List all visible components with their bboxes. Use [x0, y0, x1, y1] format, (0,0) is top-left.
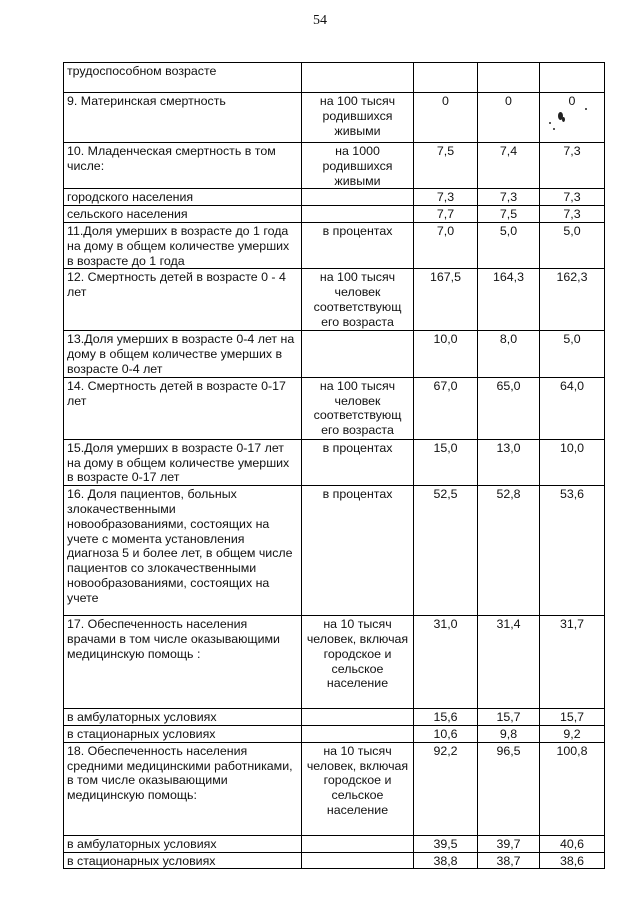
indicator-cell: в стационарных условиях — [64, 852, 302, 869]
value-cell-1: 67,0 — [414, 377, 478, 439]
indicator-cell: 17. Обеспеченность населения врачами в том числе оказывающими медицинскую помощь : — [64, 616, 302, 709]
value-cell-3: 9,2 — [540, 725, 605, 742]
indicator-cell: в амбулаторных условиях — [64, 709, 302, 726]
value-cell-3: 5,0 — [540, 222, 605, 268]
value-cell-2: 5,0 — [478, 222, 540, 268]
value-cell-1: 7,0 — [414, 222, 478, 268]
value-cell-2: 15,7 — [478, 709, 540, 726]
value-cell-1: 52,5 — [414, 486, 478, 616]
indicator-cell: 16. Доля пациентов, больных злокачественными новообразованиями, состоящих на учете с момента установления диагноза 5 и более лет, в общем числе пациентов со злокачественными новообразованиями, состоящих на учете — [64, 486, 302, 616]
unit-cell — [302, 331, 414, 377]
page-number: 54 — [313, 13, 327, 28]
unit-cell: на 100 тысяч человек соответствующ его возраста — [302, 269, 414, 331]
value-cell-1: 7,3 — [414, 189, 478, 206]
table-row — [64, 377, 605, 439]
table-row — [64, 143, 605, 189]
value-cell-3: 7,3 — [540, 143, 605, 189]
value-cell-2: 31,4 — [478, 616, 540, 709]
table-row — [64, 439, 605, 485]
indicator-cell: 9. Материнская смертность — [64, 93, 302, 143]
unit-cell — [302, 189, 414, 206]
unit-cell — [302, 206, 414, 223]
indicators-table — [63, 62, 605, 869]
value-cell-1 — [414, 63, 478, 93]
value-cell-2: 39,7 — [478, 835, 540, 852]
value-cell-3: 64,0 — [540, 377, 605, 439]
indicator-cell: в стационарных условиях — [64, 725, 302, 742]
value-cell-1: 0 — [414, 93, 478, 143]
value-cell-3: 7,3 — [540, 206, 605, 223]
value-cell-1: 7,5 — [414, 143, 478, 189]
unit-cell — [302, 835, 414, 852]
unit-cell: на 10 тысяч человек, включая городское и сельское население — [302, 616, 414, 709]
value-cell-2: 52,8 — [478, 486, 540, 616]
value-cell-3: 10,0 — [540, 439, 605, 485]
value-cell-2: 65,0 — [478, 377, 540, 439]
value-cell-1: 15,0 — [414, 439, 478, 485]
value-cell-3: 53,6 — [540, 486, 605, 616]
table-row — [64, 835, 605, 852]
table-row — [64, 269, 605, 331]
unit-cell — [302, 852, 414, 869]
value-cell-1: 10,6 — [414, 725, 478, 742]
value-cell-1: 15,6 — [414, 709, 478, 726]
indicator-cell: 14. Смертность детей в возрасте 0-17 лет — [64, 377, 302, 439]
value-cell-3: 0 — [540, 93, 605, 143]
value-cell-1: 7,7 — [414, 206, 478, 223]
value-cell-3: 100,8 — [540, 742, 605, 835]
indicator-cell: 15.Доля умерших в возрасте 0-17 лет на дому в общем количестве умерших в возрасте 0-17 лет — [64, 439, 302, 485]
indicator-cell: 11.Доля умерших в возрасте до 1 года на дому в общем количестве умерших в возрасте до 1 года — [64, 222, 302, 268]
value-cell-2: 7,5 — [478, 206, 540, 223]
value-cell-3: 15,7 — [540, 709, 605, 726]
unit-cell — [302, 725, 414, 742]
indicators-table-body — [64, 63, 605, 869]
value-cell-1: 38,8 — [414, 852, 478, 869]
indicator-cell: 13.Доля умерших в возрасте 0-4 лет на дому в общем количестве умерших в возрасте 0-4 лет — [64, 331, 302, 377]
table-row — [64, 222, 605, 268]
value-cell-3: 5,0 — [540, 331, 605, 377]
indicator-cell: 12. Смертность детей в возрасте 0 - 4 лет — [64, 269, 302, 331]
value-cell-3: 162,3 — [540, 269, 605, 331]
indicator-cell: в амбулаторных условиях — [64, 835, 302, 852]
indicator-cell: сельского населения — [64, 206, 302, 223]
table-row — [64, 331, 605, 377]
table-row — [64, 742, 605, 835]
table-row — [64, 206, 605, 223]
value-cell-2: 13,0 — [478, 439, 540, 485]
value-cell-3: 38,6 — [540, 852, 605, 869]
indicator-cell: 10. Младенческая смертность в том числе: — [64, 143, 302, 189]
value-cell-2: 7,4 — [478, 143, 540, 189]
value-cell-2: 8,0 — [478, 331, 540, 377]
value-cell-2: 164,3 — [478, 269, 540, 331]
value-cell-1: 167,5 — [414, 269, 478, 331]
table-row — [64, 63, 605, 93]
table-row — [64, 852, 605, 869]
unit-cell: в процентах — [302, 486, 414, 616]
value-cell-2: 9,8 — [478, 725, 540, 742]
unit-cell: на 1000 родившихся живыми — [302, 143, 414, 189]
table-row — [64, 93, 605, 143]
unit-cell: в процентах — [302, 222, 414, 268]
value-cell-1: 10,0 — [414, 331, 478, 377]
value-cell-2: 96,5 — [478, 742, 540, 835]
unit-cell: в процентах — [302, 439, 414, 485]
value-cell-3: 7,3 — [540, 189, 605, 206]
unit-cell: на 100 тысяч человек соответствующ его возраста — [302, 377, 414, 439]
table-row — [64, 486, 605, 616]
indicator-cell: трудоспособном возрасте — [64, 63, 302, 93]
scan-blot — [545, 108, 595, 138]
unit-cell — [302, 63, 414, 93]
value-cell-1: 92,2 — [414, 742, 478, 835]
value-cell-2: 38,7 — [478, 852, 540, 869]
value-cell-1: 31,0 — [414, 616, 478, 709]
value-cell-2: 0 — [478, 93, 540, 143]
indicator-cell: городского населения — [64, 189, 302, 206]
table-row — [64, 709, 605, 726]
unit-cell: на 10 тысяч человек, включая городское и сельское население — [302, 742, 414, 835]
unit-cell — [302, 709, 414, 726]
unit-cell: на 100 тысяч родившихся живыми — [302, 93, 414, 143]
value-cell-3: 31,7 — [540, 616, 605, 709]
value-cell-2: 7,3 — [478, 189, 540, 206]
value-cell-3: 40,6 — [540, 835, 605, 852]
indicator-cell: 18. Обеспеченность населения средними медицинскими работниками, в том числе оказывающими медицинскую помощь: — [64, 742, 302, 835]
value-cell-3 — [540, 63, 605, 93]
table-row — [64, 616, 605, 709]
value-cell-1: 39,5 — [414, 835, 478, 852]
table-row — [64, 189, 605, 206]
value-cell-2 — [478, 63, 540, 93]
table-row — [64, 725, 605, 742]
